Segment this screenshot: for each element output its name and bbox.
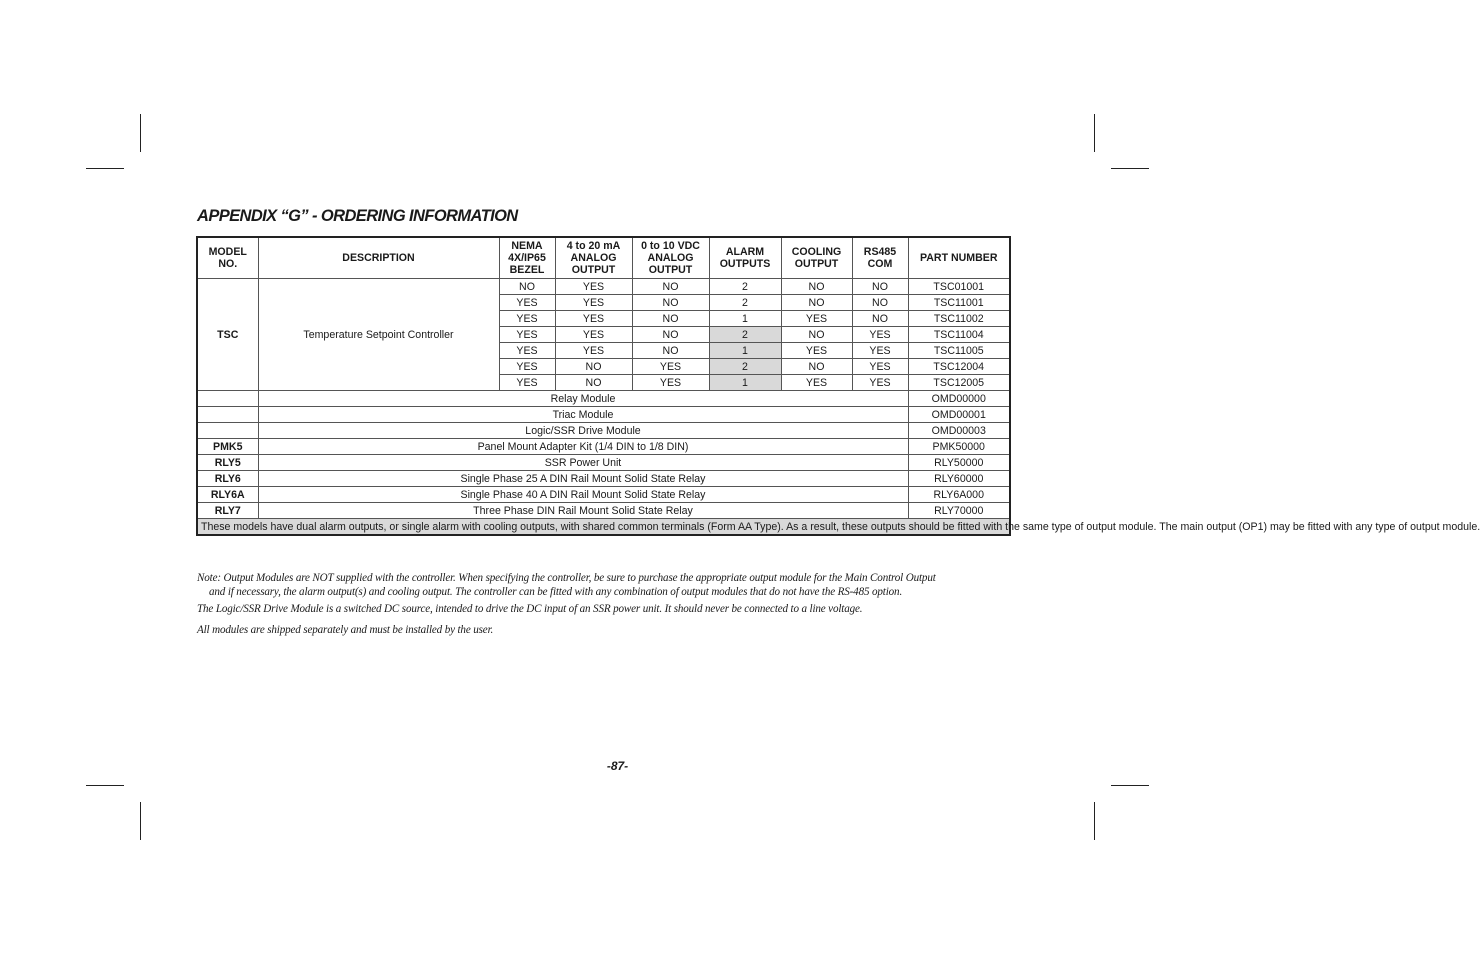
model-cell bbox=[197, 391, 258, 407]
table-row bbox=[197, 423, 1010, 439]
rs485-cell: YES bbox=[852, 359, 908, 375]
alarm-cell: 1 bbox=[709, 311, 781, 327]
vdc-cell: YES bbox=[632, 359, 709, 375]
description-cell: Single Phase 25 A DIN Rail Mount Solid State Relay bbox=[258, 471, 908, 487]
nema-cell: YES bbox=[499, 343, 555, 359]
note-line: The Logic/SSR Drive Module is a switched DC source, intended to drive the DC input of an SSR power unit. It should never be connected to a line voltage. bbox=[197, 603, 863, 615]
page-number: -87- bbox=[606, 759, 629, 773]
cooling-cell: YES bbox=[781, 375, 852, 391]
part-number-cell: TSC12004 bbox=[908, 359, 1010, 375]
vdc-cell: NO bbox=[632, 343, 709, 359]
ma-cell: NO bbox=[555, 359, 632, 375]
nema-cell: NO bbox=[499, 279, 555, 295]
nema-cell: YES bbox=[499, 327, 555, 343]
part-number-cell: OMD00003 bbox=[908, 423, 1010, 439]
alarm-cell: 2 bbox=[709, 359, 781, 375]
rs485-cell: YES bbox=[852, 343, 908, 359]
table-row bbox=[197, 439, 1010, 455]
ma-cell: YES bbox=[555, 295, 632, 311]
header-vdc-output: 0 to 10 VDC ANALOG OUTPUT bbox=[632, 237, 709, 279]
vdc-cell: NO bbox=[632, 295, 709, 311]
model-cell: TSC bbox=[197, 279, 258, 391]
part-number-cell: TSC12005 bbox=[908, 375, 1010, 391]
crop-mark bbox=[86, 168, 124, 169]
table-row bbox=[197, 407, 1010, 423]
ma-cell: YES bbox=[555, 327, 632, 343]
vdc-cell: YES bbox=[632, 375, 709, 391]
ordering-table bbox=[196, 236, 1480, 536]
alarm-cell: 1 bbox=[709, 375, 781, 391]
nema-cell: YES bbox=[499, 359, 555, 375]
rs485-cell: NO bbox=[852, 295, 908, 311]
table-row bbox=[197, 391, 1010, 407]
alarm-cell: 2 bbox=[709, 295, 781, 311]
header-nema: NEMA 4X/IP65 BEZEL bbox=[499, 237, 555, 279]
note-line: All modules are shipped separately and must be installed by the user. bbox=[197, 624, 494, 636]
crop-mark bbox=[1094, 114, 1095, 152]
description-cell: Three Phase DIN Rail Mount Solid State Relay bbox=[258, 503, 908, 519]
part-number-cell: TSC11001 bbox=[908, 295, 1010, 311]
model-cell: PMK5 bbox=[197, 439, 258, 455]
description-cell: Relay Module bbox=[258, 391, 908, 407]
model-cell bbox=[197, 407, 258, 423]
part-number-cell: RLY6A000 bbox=[908, 487, 1010, 503]
ma-cell: NO bbox=[555, 375, 632, 391]
part-number-cell: RLY50000 bbox=[908, 455, 1010, 471]
description-cell: Temperature Setpoint Controller bbox=[258, 279, 499, 391]
nema-cell: YES bbox=[499, 311, 555, 327]
notes-block bbox=[197, 571, 1017, 637]
crop-mark bbox=[1111, 785, 1149, 786]
part-number-cell: TSC11002 bbox=[908, 311, 1010, 327]
part-number-cell: OMD00001 bbox=[908, 407, 1010, 423]
table-row bbox=[197, 487, 1010, 503]
table-row bbox=[197, 279, 1010, 295]
crop-mark bbox=[86, 785, 124, 786]
header-part-number: PART NUMBER bbox=[908, 237, 1010, 279]
rs485-cell: YES bbox=[852, 375, 908, 391]
ma-cell: YES bbox=[555, 279, 632, 295]
ma-cell: YES bbox=[555, 343, 632, 359]
alarm-cell: 2 bbox=[709, 327, 781, 343]
ma-cell: YES bbox=[555, 311, 632, 327]
part-number-cell: TSC11005 bbox=[908, 343, 1010, 359]
note-line: and if necessary, the alarm output(s) and cooling output. The controller can be fitted with any combination of output modules that do not have the RS-485 option. bbox=[209, 586, 903, 598]
description-cell: Panel Mount Adapter Kit (1/4 DIN to 1/8 DIN) bbox=[258, 439, 908, 455]
cooling-cell: YES bbox=[781, 311, 852, 327]
vdc-cell: NO bbox=[632, 279, 709, 295]
model-cell: RLY7 bbox=[197, 503, 258, 519]
part-number-cell: TSC01001 bbox=[908, 279, 1010, 295]
description-cell: Single Phase 40 A DIN Rail Mount Solid State Relay bbox=[258, 487, 908, 503]
model-cell bbox=[197, 423, 258, 439]
table-row bbox=[197, 455, 1010, 471]
alarm-cell: 1 bbox=[709, 343, 781, 359]
table-row bbox=[197, 471, 1010, 487]
model-cell: RLY6A bbox=[197, 487, 258, 503]
header-description: DESCRIPTION bbox=[258, 237, 499, 279]
part-number-cell: TSC11004 bbox=[908, 327, 1010, 343]
header-alarm-outputs: ALARM OUTPUTS bbox=[709, 237, 781, 279]
rs485-cell: NO bbox=[852, 311, 908, 327]
cooling-cell: NO bbox=[781, 359, 852, 375]
cooling-cell: NO bbox=[781, 295, 852, 311]
alarm-cell: 2 bbox=[709, 279, 781, 295]
crop-mark bbox=[140, 114, 141, 152]
nema-cell: YES bbox=[499, 295, 555, 311]
part-number-cell: RLY60000 bbox=[908, 471, 1010, 487]
header-ma-output: 4 to 20 mA ANALOG OUTPUT bbox=[555, 237, 632, 279]
description-cell: SSR Power Unit bbox=[258, 455, 908, 471]
table-row bbox=[197, 503, 1010, 519]
rs485-cell: NO bbox=[852, 279, 908, 295]
header-cooling-output: COOLING OUTPUT bbox=[781, 237, 852, 279]
crop-mark bbox=[1094, 802, 1095, 840]
part-number-cell: RLY70000 bbox=[908, 503, 1010, 519]
crop-mark bbox=[1111, 168, 1149, 169]
note-line: Note: Output Modules are NOT supplied with the controller. When specifying the controller, be sure to purchase the appropriate output module for the Main Control Output bbox=[197, 572, 936, 584]
vdc-cell: NO bbox=[632, 311, 709, 327]
vdc-cell: NO bbox=[632, 327, 709, 343]
table-footnote: These models have dual alarm outputs, or single alarm with cooling outputs, with shared common terminals (Form AA Type). As a result, these outputs should be fitted with the same type of output module. The main output (OP1) may be fitted with any type of output module. bbox=[197, 519, 1010, 536]
cooling-cell: NO bbox=[781, 327, 852, 343]
model-cell: RLY5 bbox=[197, 455, 258, 471]
cooling-cell: YES bbox=[781, 343, 852, 359]
description-cell: Logic/SSR Drive Module bbox=[258, 423, 908, 439]
model-cell: RLY6 bbox=[197, 471, 258, 487]
header-model: MODEL NO. bbox=[197, 237, 258, 279]
nema-cell: YES bbox=[499, 375, 555, 391]
crop-mark bbox=[140, 802, 141, 840]
part-number-cell: PMK50000 bbox=[908, 439, 1010, 455]
page-title: APPENDIX “G” - ORDERING INFORMATION bbox=[197, 207, 518, 225]
header-row bbox=[197, 237, 1010, 279]
cooling-cell: NO bbox=[781, 279, 852, 295]
header-rs485: RS485 COM bbox=[852, 237, 908, 279]
description-cell: Triac Module bbox=[258, 407, 908, 423]
part-number-cell: OMD00000 bbox=[908, 391, 1010, 407]
rs485-cell: YES bbox=[852, 327, 908, 343]
footnote-row bbox=[197, 519, 1010, 536]
